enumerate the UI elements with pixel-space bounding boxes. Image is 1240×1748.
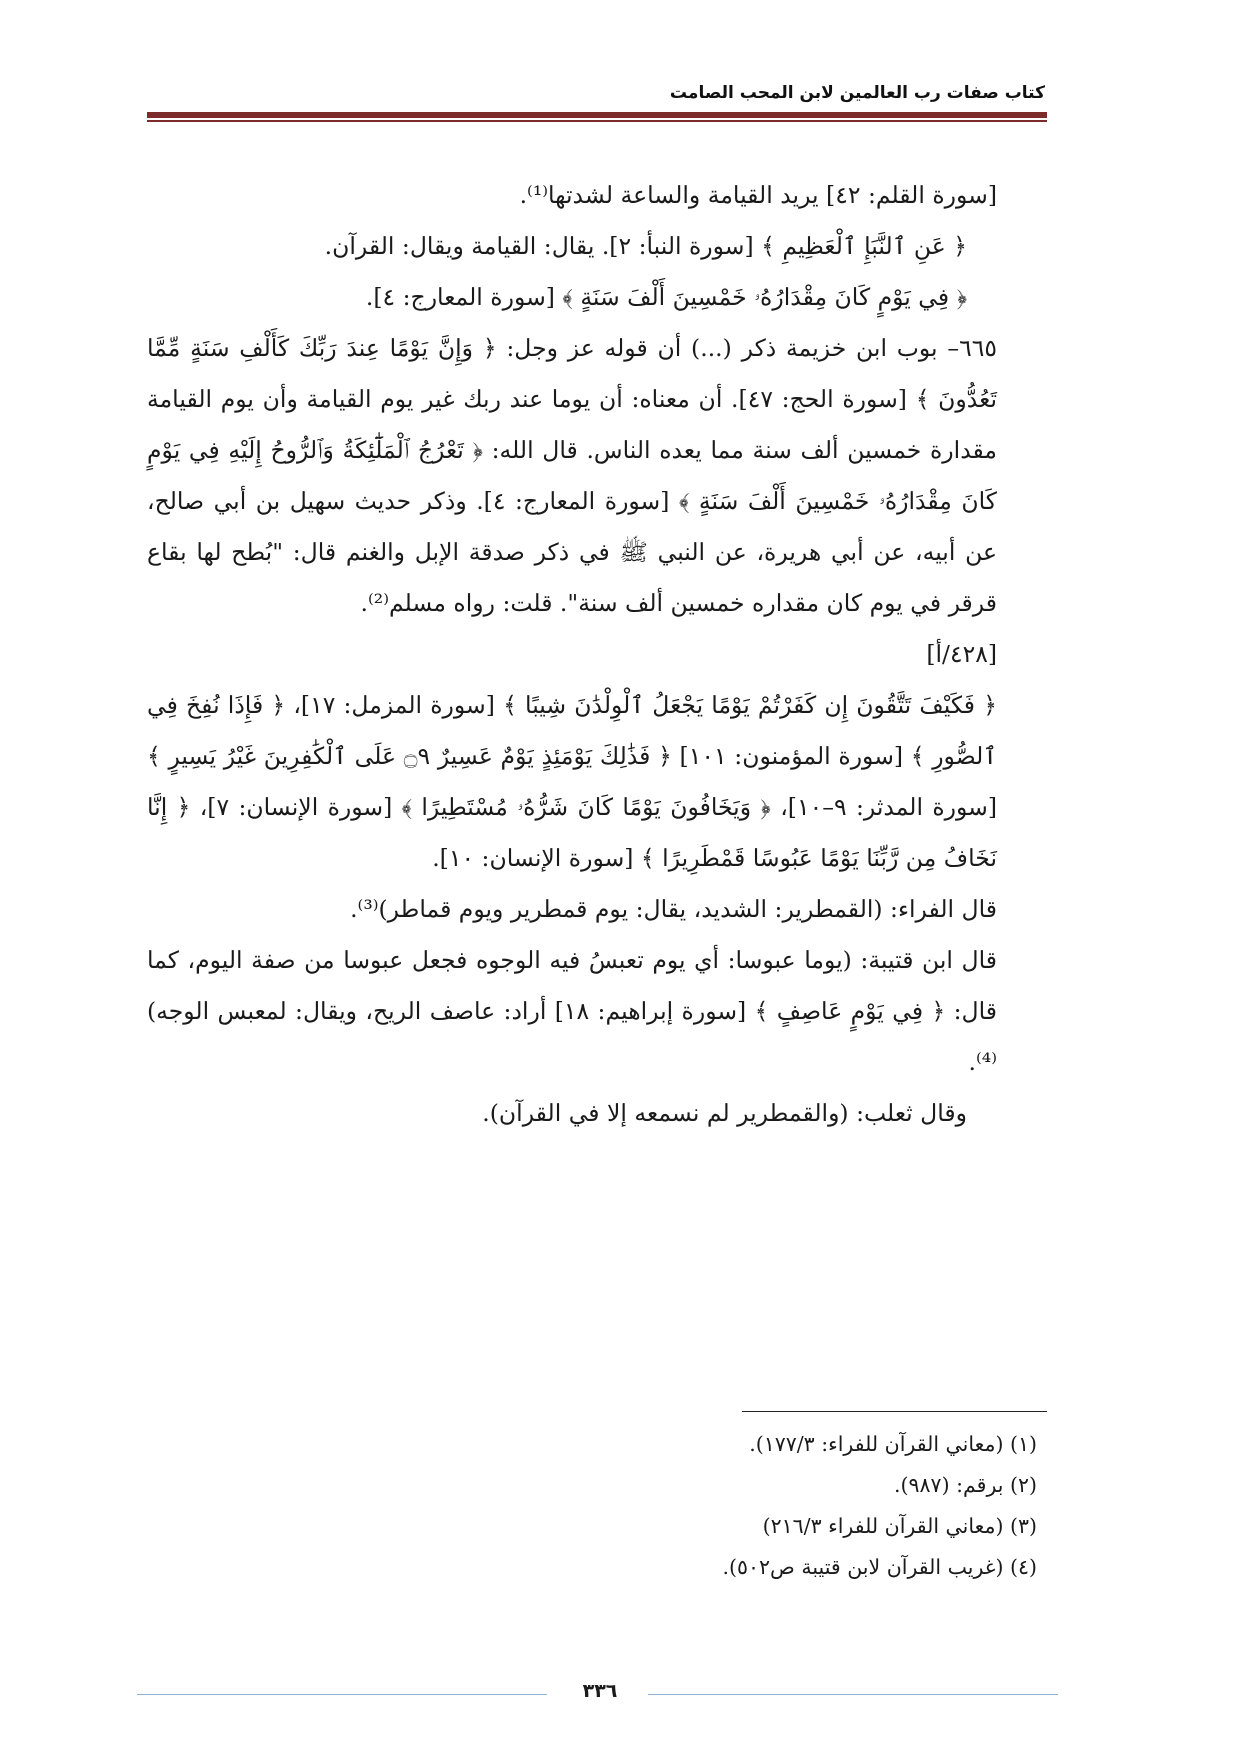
- quran-verse-maarij: ﴿ فِي يَوْمٍ كَانَ مِقْدَارُهُۥ خَمْسِينَ أَلْفَ سَنَةٍ ﴾ [سورة المعارج: ٤].: [365, 283, 967, 311]
- footnote-3: (٣) (معاني القرآن للفراء ٢١٦/٣): [762, 1514, 1037, 1538]
- paragraph-ibn-qutayba: قال ابن قتيبة: (يوما عبوسا: أي يوم تعبسُ فيه الوجوه فجعل عبوسا من صفة اليوم، كما قال: ﴿ فِي يَوْمٍ عَاصِفٍ ﴾ [سورة إبراهيم: ١٨] أراد: عاصف الريح، ويقال: لمعبس الوجه)⁽⁴⁾.: [147, 946, 997, 1076]
- main-text: [147, 170, 1047, 1139]
- running-header: كتاب صفات رب العالمين لابن المحب الصامت: [669, 83, 1045, 103]
- footer-rule-right: [648, 1694, 1058, 1695]
- quran-verse-naba: ﴿ عَنِ ٱلنَّبَإِ ٱلْعَظِيمِ ﴾ [سورة النبأ: ٢]. يقال: القيامة ويقال: القرآن.: [324, 232, 967, 260]
- footnote-separator: [742, 1411, 1047, 1412]
- quran-verses-paragraph: ﴿ فَكَيْفَ تَتَّقُونَ إِن كَفَرْتُمْ يَوْمًا يَجْعَلُ ٱلْوِلْدَٰنَ شِيبًا ﴾ [سورة المزمل: ١٧]، ﴿ فَإِذَا نُفِخَ فِي ٱلصُّورِ ﴾ [سورة المؤمنون: ١٠١] ﴿ فَذَٰلِكَ يَوْمَئِذٍ يَوْمٌ عَسِيرٌ ۝٩ عَلَى ٱلْكَٰفِرِينَ غَيْرُ يَسِيرٍ ﴾ [سورة المدثر: ٩–١٠]، ﴿ وَيَخَافُونَ يَوْمًا كَانَ شَرُّهُۥ مُسْتَطِيرًا ﴾ [سورة الإنسان: ٧]، ﴿ إِنَّا نَخَافُ مِن رَّبِّنَا يَوْمًا عَبُوسًا قَمْطَرِيرًا ﴾ [سورة الإنسان: ١٠].: [147, 691, 997, 872]
- header-rule-thin: [147, 120, 1047, 122]
- folio-marker: [٤٢٨/أ]: [926, 640, 997, 668]
- paragraph-thalab: وقال ثعلب: (والقمطرير لم نسمعه إلا في القرآن).: [482, 1099, 967, 1127]
- footnotes: [147, 1424, 1047, 1588]
- footnote-2: (٢) برقم: (٩٨٧).: [894, 1473, 1037, 1497]
- footnote-1: (١) (معاني القرآن للفراء: ١٧٧/٣).: [749, 1432, 1037, 1456]
- paragraph-1: [سورة القلم: ٤٢] يريد القيامة والساعة لشدتها⁽¹⁾.: [519, 181, 997, 209]
- footnote-4: (٤) (غريب القرآن لابن قتيبة ص٥٠٢).: [722, 1555, 1037, 1579]
- page-number: ٣٣٦: [582, 1680, 618, 1702]
- paragraph-665: ٦٦٥– بوب ابن خزيمة ذكر (...) أن قوله عز وجل: ﴿ وَإِنَّ يَوْمًا عِندَ رَبِّكَ كَأَلْفِ سَنَةٍ مِّمَّا تَعُدُّونَ ﴾ [سورة الحج: ٤٧]. أن معناه: أن يوما عند ربك غير يوم القيامة وأن يوم القيامة مقدارة خمسين ألف سنة مما يعده الناس. قال الله: ﴿ تَعْرُجُ ٱلْمَلَٰٓئِكَةُ وَٱلرُّوحُ إِلَيْهِ فِي يَوْمٍ كَانَ مِقْدَارُهُۥ خَمْسِينَ أَلْفَ سَنَةٍ ﴾ [سورة المعارج: ٤]. وذكر حديث سهيل بن أبي صالح، عن أبيه، عن أبي هريرة، عن النبي ﷺ في ذكر صدقة الإبل والغنم قال: "بُطح لها بقاع قرقر في يوم كان مقداره خمسين ألف سنة". قلت: رواه مسلم⁽²⁾.: [147, 334, 997, 617]
- header-rule: [147, 112, 1047, 118]
- footer-rule-left: [137, 1694, 547, 1695]
- paragraph-farra: قال الفراء: (القمطرير: الشديد، يقال: يوم قمطرير ويوم قماطر)⁽³⁾.: [350, 895, 997, 923]
